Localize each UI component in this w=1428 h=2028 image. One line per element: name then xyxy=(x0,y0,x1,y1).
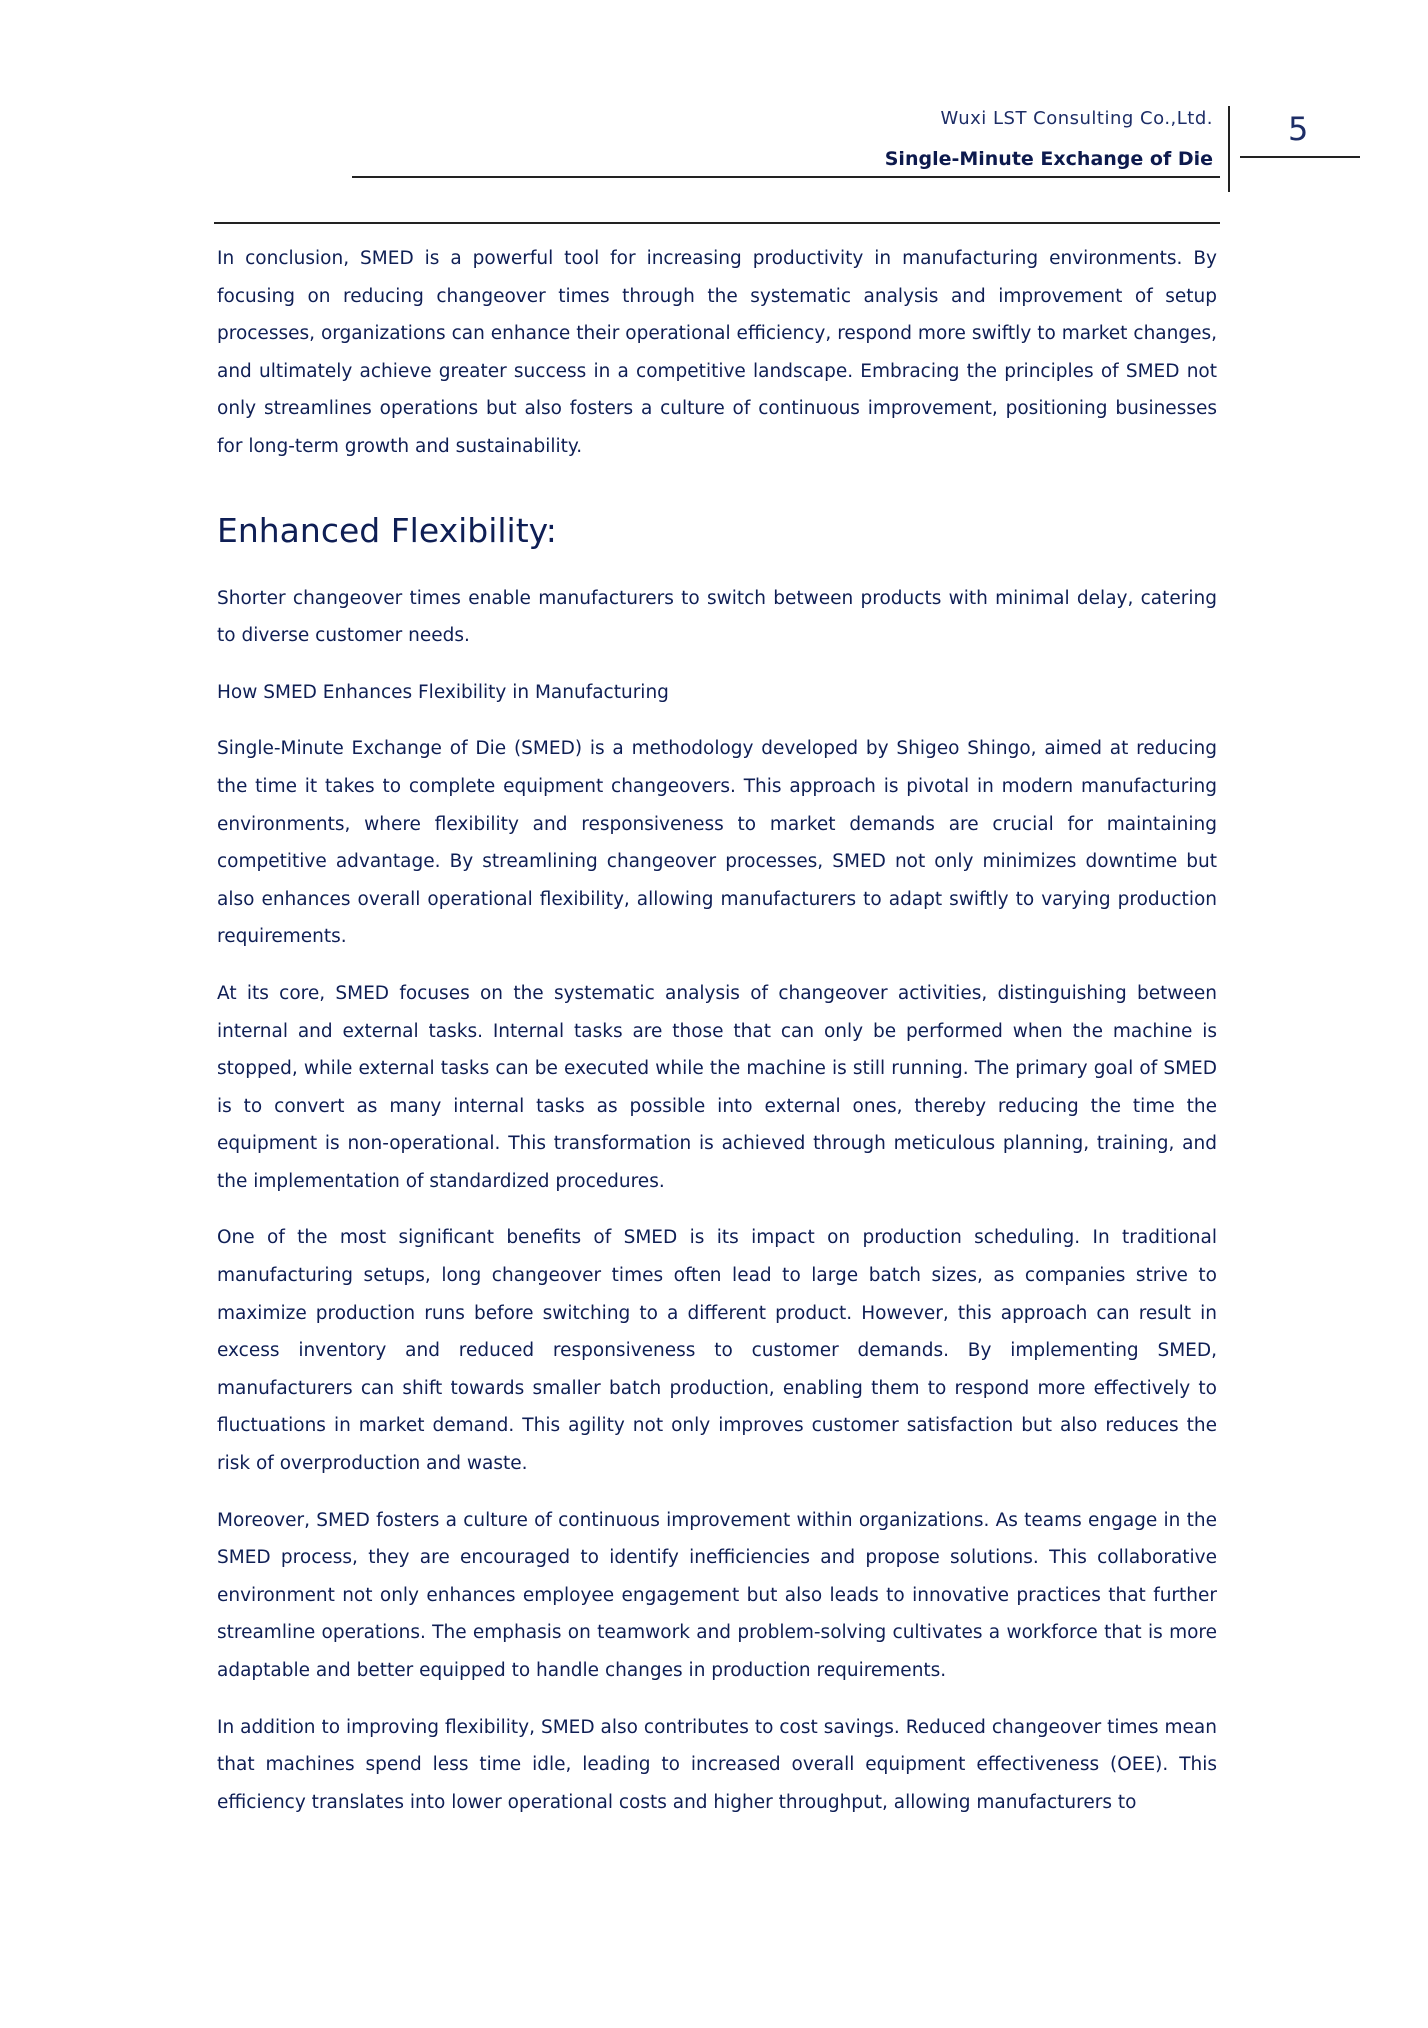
header-divider xyxy=(352,176,1220,178)
paragraph-culture: Moreover, SMED fosters a culture of continuous improvement within organizations. As teams engage in the SMED process, they are encouraged to identify inefficiencies and propose solutions. This collaborative environment not only enhances employee engagement but also leads to innovative practices that further streamline operations. The emphasis on teamwork and problem-solving cultivates a workforce that is more adaptable and better equipped to handle changes in production requirements. xyxy=(217,1509,1217,1681)
conclusion-paragraph: In conclusion, SMED is a powerful tool for increasing productivity in manufacturing environments. By focusing on reducing changeover times through the systematic analysis and improvement of setup processes, organizations can enhance their operational efficiency, respond more swiftly to market changes, and ultimately achieve greater success in a competitive landscape. Embracing the principles of SMED not only streamlines operations but also fosters a culture of continuous improvement, positioning businesses for long-term growth and sustainability. xyxy=(217,248,1217,457)
document-title: Single-Minute Exchange of Die xyxy=(884,148,1213,170)
company-name: Wuxi LST Consulting Co.,Ltd. xyxy=(940,108,1213,129)
content-top-divider xyxy=(214,222,1220,224)
section-heading: Enhanced Flexibility: xyxy=(217,510,557,550)
page-number-underline xyxy=(1240,156,1360,158)
paragraph-intro: Shorter changeover times enable manufacturers to switch between products with minimal delay, catering to diverse customer needs. xyxy=(217,587,1217,647)
page-number: 5 xyxy=(1288,110,1309,148)
paragraph-subheading: How SMED Enhances Flexibility in Manufacturing xyxy=(217,681,669,703)
paragraph-cost-savings: In addition to improving flexibility, SMED also contributes to cost savings. Reduced changeover times mean that machines spend less time idle, leading to increased overall equipment effectiveness (OEE). This efficiency translates into lower operational costs and higher throughput, allowing manufacturers to xyxy=(217,1716,1217,1813)
paragraph-smed-core: At its core, SMED focuses on the systematic analysis of changeover activities, distinguishing between internal and external tasks. Internal tasks are those that can only be performed when the machine is stopped, while external tasks can be executed while the machine is still running. The primary goal of SMED is to convert as many internal tasks as possible into external ones, thereby reducing the time the equipment is non-operational. This transformation is achieved through meticulous planning, training, and the implementation of standardized procedures. xyxy=(217,982,1217,1192)
paragraph-scheduling: One of the most significant benefits of SMED is its impact on production scheduling. In traditional manufacturing setups, long changeover times often lead to large batch sizes, as companies strive to maximize production runs before switching to a different product. However, this approach can result in excess inventory and reduced responsiveness to customer demands. By implementing SMED, manufacturers can shift towards smaller batch production, enabling them to respond more effectively to fluctuations in market demand. This agility not only improves customer satisfaction but also reduces the risk of overproduction and waste. xyxy=(217,1227,1217,1475)
header-vertical-divider xyxy=(1228,106,1230,192)
paragraph-smed-definition: Single-Minute Exchange of Die (SMED) is a methodology developed by Shigeo Shingo, aimed at reducing the time it takes to complete equipment changeovers. This approach is pivotal in modern manufacturing environments, where flexibility and responsiveness to market demands are crucial for maintaining competitive advantage. By streamlining changeover processes, SMED not only minimizes downtime but also enhances overall operational flexibility, allowing manufacturers to adapt swiftly to varying production requirements. xyxy=(217,738,1217,948)
document-body xyxy=(217,240,1217,1840)
